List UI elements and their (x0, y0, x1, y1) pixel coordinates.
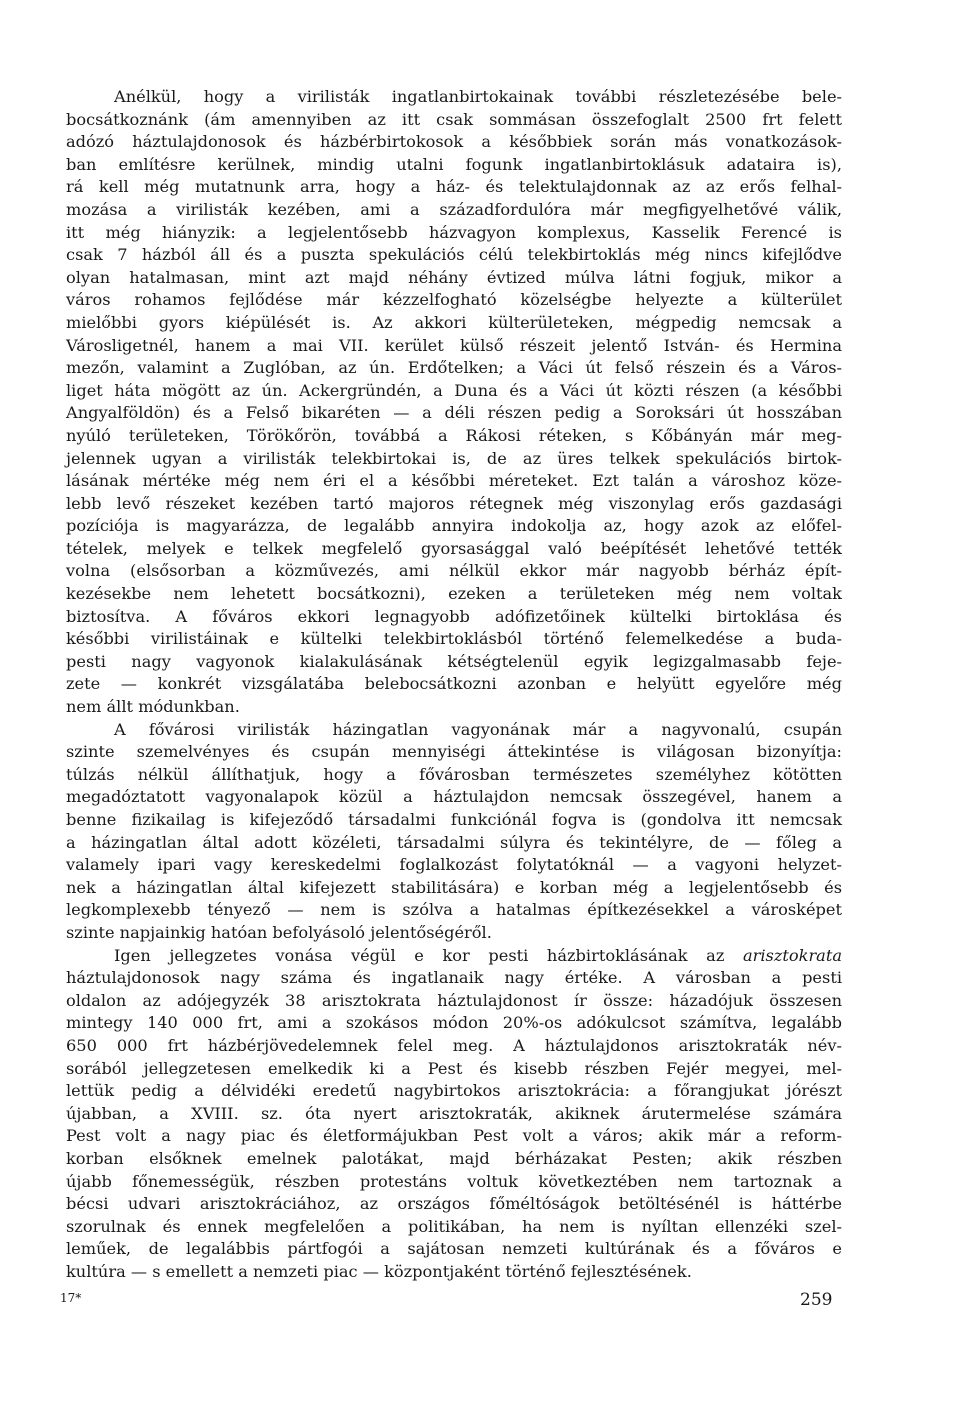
signature-mark: 17* (60, 1291, 82, 1305)
text-line: mielőbbi gyors kiépülését is. Az akkori külterületeken, mégpedig nemcsak a (66, 312, 842, 332)
text-line: megadóztatott vagyonalapok közül a háztulajdon nemcsak összegével, hanem a (66, 787, 842, 807)
text-line: legkomplexebb tényező — nem is szólva a hatalmas építkezésekkel a városképet (66, 900, 842, 920)
emphasis-term: arisztokrata (742, 945, 842, 965)
text-line: Angyalföldön) és a Felső bikaréten — a déli részen pedig a Soroksári út hosszában (66, 403, 842, 423)
text-line: pesti nagy vagyonok kialakulásának kétségtelenül egyik legizgalmasabb feje- (66, 651, 842, 671)
text-line: itt még hiányzik: a legjelentősebb házvagyon komplexus, Kasselik Ferencé is (66, 222, 842, 242)
text-line: nyúló területeken, Törökőrön, továbbá a Rákosi réteken, s Kőbányán már meg- (66, 425, 842, 445)
text-line: pozíciója is magyarázza, de legalább annyira indokolja az, hogy azok az előfel- (66, 516, 842, 536)
text-line: újabban, a XVIII. sz. óta nyert arisztokraták, akiknek árutermelése számára (66, 1103, 842, 1123)
text-line: nem állt módunkban. (66, 697, 240, 717)
text-line: túlzás nélkül állíthatjuk, hogy a fővárosban természetes személyhez kötötten (66, 764, 842, 784)
text-line: rá kell még mutatnunk arra, hogy a ház- és telektulajdonnak az az erős felhal- (66, 177, 842, 197)
text-line: lettük pedig a délvidéki eredetű nagybirtokos arisztokrácia: a főrangjukat jórészt (66, 1081, 842, 1101)
text-line: szorulnak és ennek megfelelően a politikában, ha nem is nyíltan ellenzéki szel- (66, 1216, 842, 1236)
page-body (66, 86, 842, 1283)
text-line: liget háta mögött az ún. Ackergründén, a Duna és a Váci út közti részen (a későbbi (66, 380, 842, 400)
text-line: valamely ipari vagy kereskedelmi foglalkozást folytatóknál — a vagyoni helyzet- (66, 855, 842, 875)
text-line: olyan hatalmasan, mint azt majd néhány évtized múlva látni fogjuk, mikor a (66, 267, 842, 287)
text-line: jelennek ugyan a virilisták telekbirtokai is, de az üres telkek spekulációs birtok- (66, 448, 842, 468)
text-line: bécsi udvari arisztokráciához, az országos főméltóságok betöltésénél is háttérbe (66, 1194, 842, 1214)
text-line: leműek, de legalábbis pártfogói a sajátosan nemzeti kultúrának és a főváros e (66, 1239, 842, 1259)
text-line: háztulajdonosok nagy száma és ingatlanaik nagy értéke. A városban a pesti (66, 968, 842, 988)
text-line: volna (elsősorban a közművezés, ami nélkül ekkor már nagyobb bérház épít- (66, 561, 842, 581)
text-line: bocsátkoznánk (ám amennyiben az itt csak sommásan összefoglalt 2500 frt felett (66, 109, 842, 129)
text-segment: Igen jellegzetes vonása végül e kor pesti házbirtoklásának az (114, 945, 743, 965)
text-line: mintegy 140 000 frt, ami a szokásos módon 20%-os adókulcsot számítva, legalább (66, 1013, 842, 1033)
text-line: kezésekbe nem lehetett bocsátkozni), ezeken a területeken még nem voltak (66, 584, 842, 604)
text-line: tételek, melyek e telkek megfelelő gyorsasággal való beépítését lehetővé tették (66, 538, 842, 558)
text-line: Városligetnél, hanem a mai VII. kerület külső részeit jelentő István- és Hermina (66, 335, 842, 355)
text-line: oldalon az adójegyzék 38 arisztokrata háztulajdonost ír össze: házadójuk összesen (66, 990, 842, 1010)
text-line (66, 945, 842, 968)
text-line: korban elsőknek emelnek palotákat, majd bérházakat Pesten; akik részben (66, 1148, 842, 1168)
text-line: zete — konkrét vizsgálatába belebocsátkozni azonban e helyütt egyelőre még (66, 674, 842, 694)
text-line: ban említésre kerülnek, mindig utalni fogunk ingatlanbirtoklásuk adataira is), (66, 154, 842, 174)
text-line: szinte szemelvényes és csupán mennyiségi áttekintése is világosan bizonyítja: (66, 742, 842, 762)
page-number: 259 (800, 1290, 833, 1310)
text-line: Pest volt a nagy piac és életformájukban Pest volt a város; akik már a reform- (66, 1126, 842, 1146)
text-line: Anélkül, hogy a virilisták ingatlanbirtokainak további részletezésébe bele- (114, 87, 842, 106)
text-line: csak 7 házból áll és a puszta spekulációs célú telekbirtoklás még nincs kifejlődve (66, 245, 842, 265)
text-line: A fővárosi virilisták házingatlan vagyonának már a nagyvonalú, csupán (114, 719, 842, 739)
text-line: mezőn, valamint a Zuglóban, az ún. Erdőtelken; a Váci út felső részein és a Város- (66, 358, 842, 378)
text-line: lebb levő részeket kezében tartó majoros rétegnek még viszonylag erős gazdasági (66, 493, 842, 513)
text-line: 650 000 frt házbérjövedelemnek felel meg. A háztulajdonos arisztokraták név- (66, 1035, 842, 1055)
text-line: kultúra — s emellett a nemzeti piac — központjaként történő fejlesztésének. (66, 1261, 692, 1281)
text-line: újabb főnemességük, részben protestáns voltuk következtében nem tartoznak a (66, 1171, 842, 1191)
text-line: biztosítva. A főváros ekkori legnagyobb adófizetőinek kültelki birtoklása és (66, 606, 842, 626)
text-line: a házingatlan által adott közéleti, társadalmi súlyra és tekintélyre, de — főleg a (66, 832, 842, 852)
text-line: adózó háztulajdonosok és házbérbirtokosok a későbbiek során más vonatkozások- (66, 132, 842, 152)
text-line: benne fizikailag is kifejeződő társadalmi funkciónál fogva is (gondolva itt nemcsak (66, 810, 842, 829)
text-line: nek a házingatlan által kifejezett stabilitására) e korban még a legjelentősebb és (66, 877, 842, 897)
text-line: sorából jellegzetesen emelkedik ki a Pest és kisebb részben Fejér megyei, mel- (66, 1058, 842, 1078)
text-line: mozása a virilisták kezében, ami a századfordulóra már megfigyelhetővé válik, (66, 199, 842, 219)
text-line: város rohamos fejlődése már kézzelfogható közelségbe helyezte a külterület (66, 290, 842, 310)
text-line: szinte napjainkig hatóan befolyásoló jelentőségéről. (66, 922, 492, 942)
text-line: későbbi virilistáinak e kültelki telekbirtoklásból történő felemelkedése a buda- (66, 629, 842, 649)
text-line: lásának mértéke még nem éri el a későbbi méreteket. Ezt talán a városhoz köze- (66, 471, 842, 491)
